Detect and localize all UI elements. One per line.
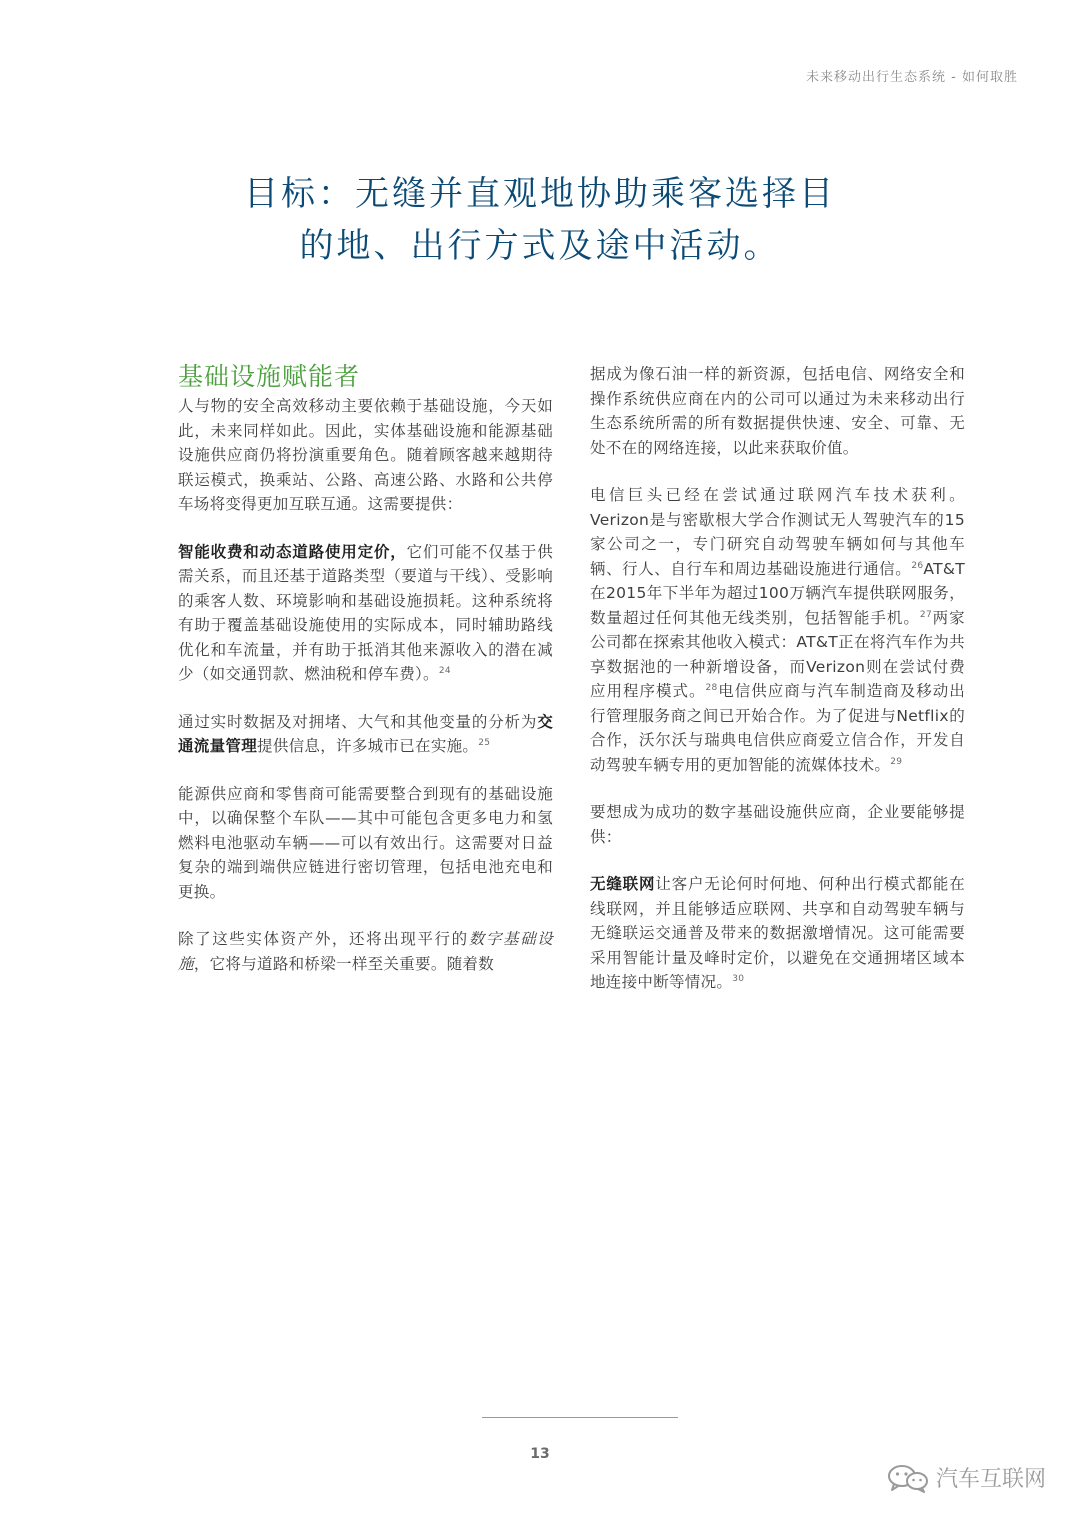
paragraph: 电信巨头已经在尝试通过联网汽车技术获利。Verizon是与密歇根大学合作测试无人驾驶汽车的15家公司之一，专门研究自动驾驶车辆如何与其他车辆、行人、自行车和周边基础设施进行通信。$^{26}$AT&T在2015年下半年为超过100万辆汽车提供联网服务，数量超过任何其他无线类别，包括智能手机。$^{27}$两家公司都在探索其他收入模式：AT&T正在将汽车作为共享数据池的一种新增设备，而Verizon则在尝试付费应用程序模式。$^{28}$电信供应商与汽车制造商及移动出行管理服务商之间已开始合作。为了促进与Netflix的合作，沃尔沃与瑞典电信供应商爱立信合作，开发自动驾驶车辆专用的更加智能的流媒体技术。$^{29}$	[590, 486, 965, 774]
paragraph: 智能收费和动态道路使用定价，它们可能不仅基于供需关系，而且还基于道路类型（要道与干线）、受影响的乘客人数、环境影响和基础设施损耗。这种系统将有助于覆盖基础设施使用的实际成本，同时辅助路线优化和车流量，并有助于抵消其他来源收入的潜在减少（如交通罚款、燃油税和停车费）。$^{24}$	[178, 542, 554, 683]
footnote-ref: 30	[732, 973, 745, 984]
paragraph: 无缝联网让客户无论何时何地、何种出行模式都能在线联网，并且能够适应联网、共享和自动驾驶车辆与无缝联运交通普及带来的数据激增情况。这可能需要采用智能计量及峰时定价，以避免在交通拥堵区域本地连接中断等情况。$^{30}$	[590, 875, 965, 991]
watermark-text: 汽车互联网	[935, 1467, 1046, 1492]
paragraph: 人与物的安全高效移动主要依赖于基础设施，今天如此，未来同样如此。因此，实体基础设施和能源基础设施供应商仍将扮演重要角色。随着顾客越来越期待联运模式，换乘站、公路、高速公路、水路和公共停车场将变得更加互联互通。这需要提供：	[178, 397, 553, 513]
right-column	[590, 362, 965, 1018]
footnote-ref: 26	[911, 560, 924, 571]
bold-term: 交通流量管理	[178, 712, 553, 755]
footnote-ref: 29	[890, 756, 903, 767]
section-heading: 基础设施赋能者	[178, 362, 361, 391]
page-title-line-1: 目标：无缝并直观地协助乘客选择目	[244, 174, 836, 214]
paragraph: 能源供应商和零售商可能需要整合到现有的基础设施中，以确保整个车队——其中可能包含更多电力和氢燃料电池驱动车辆——可以有效出行。这需要对日益复杂的端到端供应链进行密切管理，包括电池充电和更换。	[178, 784, 553, 901]
page-number: 13	[530, 1446, 550, 1462]
bold-term: 智能收费和动态道路使用定价，	[178, 542, 407, 561]
paragraph: 通过实时数据及对拥堵、大气和其他变量的分析为交通流量管理提供信息，许多城市已在实施。$^{25}$	[178, 712, 553, 755]
watermark	[886, 1462, 1046, 1493]
footnote-ref: 24	[438, 665, 451, 676]
italic-term: 数字基础设施	[178, 930, 553, 973]
footer-divider	[482, 1417, 678, 1418]
left-column	[178, 362, 553, 999]
running-header: 未来移动出行生态系统 - 如何取胜	[806, 70, 1018, 85]
footnote-ref: 28	[705, 682, 718, 693]
wechat-icon	[886, 1463, 930, 1493]
paragraph: 除了这些实体资产外，还将出现平行的数字基础设施，它将与道路和桥梁一样至关重要。随着数	[178, 930, 553, 973]
paragraph: 要想成为成功的数字基础设施供应商，企业要能够提供：	[590, 803, 965, 846]
footnote-ref: 25	[478, 737, 491, 748]
footnote-ref: 27	[919, 609, 932, 620]
bold-term: 无缝联网	[590, 875, 656, 893]
page-title-line-2: 的地、出行方式及途中活动。	[299, 226, 781, 266]
paragraph: 据成为像石油一样的新资源，包括电信、网络安全和操作系统供应商在内的公司可以通过为未来移动出行生态系统所需的所有数据提供快速、安全、可靠、无处不在的网络连接，以此来获取价值。	[590, 365, 965, 457]
page-title	[0, 168, 1080, 272]
